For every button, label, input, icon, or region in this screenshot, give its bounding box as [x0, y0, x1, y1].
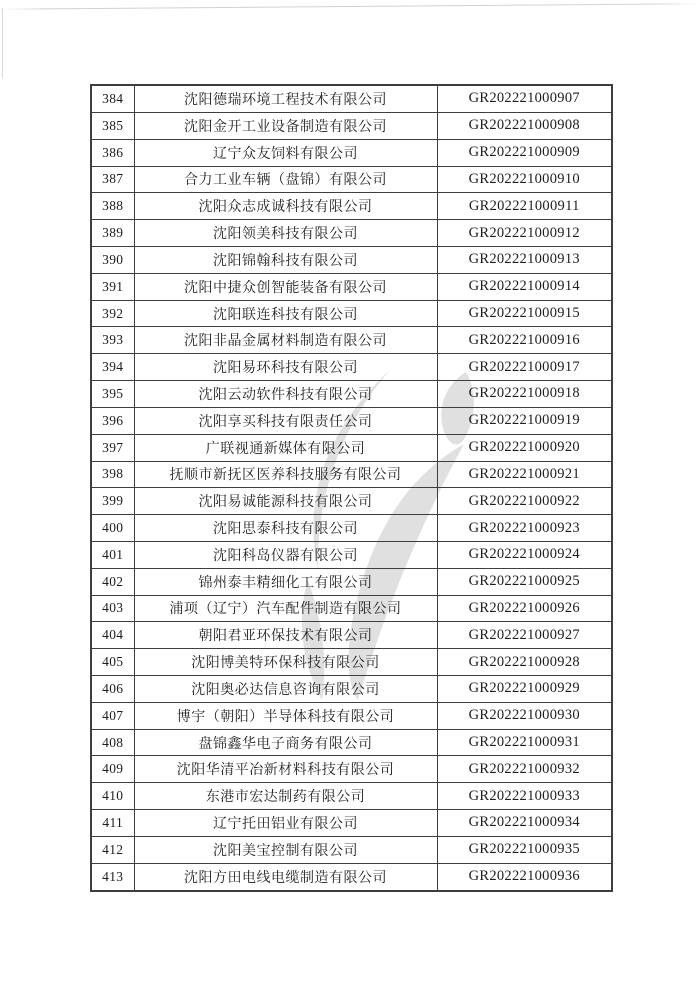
row-number-cell: 390	[91, 247, 134, 274]
company-name-cell: 沈阳非晶金属材料制造有限公司	[134, 327, 437, 354]
table-row	[91, 461, 612, 488]
code-cell: GR202221000924	[437, 541, 612, 568]
table-row	[91, 166, 612, 193]
table-row	[91, 515, 612, 542]
row-number-cell: 394	[91, 354, 134, 381]
table-row	[91, 381, 612, 408]
code-cell: GR202221000908	[437, 112, 612, 139]
code-cell: GR202221000919	[437, 407, 612, 434]
table-row	[91, 676, 612, 703]
code-cell: GR202221000909	[437, 139, 612, 166]
row-number-cell: 384	[91, 85, 134, 112]
code-cell: GR202221000934	[437, 810, 612, 837]
company-name-cell: 沈阳科岛仪器有限公司	[134, 541, 437, 568]
table-row	[91, 193, 612, 220]
company-name-cell: 沈阳思泰科技有限公司	[134, 515, 437, 542]
code-cell: GR202221000929	[437, 676, 612, 703]
table-row	[91, 273, 612, 300]
code-cell: GR202221000933	[437, 783, 612, 810]
row-number-cell: 386	[91, 139, 134, 166]
code-cell: GR202221000912	[437, 220, 612, 247]
company-name-cell: 盘锦鑫华电子商务有限公司	[134, 729, 437, 756]
code-cell: GR202221000932	[437, 756, 612, 783]
row-number-cell: 400	[91, 515, 134, 542]
company-name-cell: 合力工业车辆（盘锦）有限公司	[134, 166, 437, 193]
row-number-cell: 401	[91, 541, 134, 568]
row-number-cell: 411	[91, 810, 134, 837]
row-number-cell: 397	[91, 434, 134, 461]
company-name-cell: 广联视通新媒体有限公司	[134, 434, 437, 461]
row-number-cell: 393	[91, 327, 134, 354]
company-name-cell: 沈阳易环科技有限公司	[134, 354, 437, 381]
row-number-cell: 391	[91, 273, 134, 300]
company-name-cell: 辽宁众友饲料有限公司	[134, 139, 437, 166]
company-name-cell: 锦州泰丰精细化工有限公司	[134, 568, 437, 595]
table-body	[91, 85, 612, 891]
code-cell: GR202221000928	[437, 649, 612, 676]
table-row	[91, 407, 612, 434]
code-cell: GR202221000925	[437, 568, 612, 595]
code-cell: GR202221000921	[437, 461, 612, 488]
code-cell: GR202221000910	[437, 166, 612, 193]
code-cell: GR202221000917	[437, 354, 612, 381]
row-number-cell: 412	[91, 836, 134, 863]
row-number-cell: 405	[91, 649, 134, 676]
row-number-cell: 395	[91, 381, 134, 408]
row-number-cell: 389	[91, 220, 134, 247]
company-name-cell: 东港市宏达制药有限公司	[134, 783, 437, 810]
code-cell: GR202221000935	[437, 836, 612, 863]
table-row	[91, 300, 612, 327]
code-cell: GR202221000923	[437, 515, 612, 542]
code-cell: GR202221000931	[437, 729, 612, 756]
row-number-cell: 399	[91, 488, 134, 515]
row-number-cell: 396	[91, 407, 134, 434]
code-cell: GR202221000911	[437, 193, 612, 220]
company-name-cell: 沈阳奥必达信息咨询有限公司	[134, 676, 437, 703]
row-number-cell: 385	[91, 112, 134, 139]
row-number-cell: 392	[91, 300, 134, 327]
code-cell: GR202221000913	[437, 247, 612, 274]
table-row	[91, 863, 612, 891]
company-name-cell: 沈阳领美科技有限公司	[134, 220, 437, 247]
row-number-cell: 403	[91, 595, 134, 622]
row-number-cell: 404	[91, 622, 134, 649]
table-row	[91, 354, 612, 381]
company-name-cell: 博宇（朝阳）半导体科技有限公司	[134, 702, 437, 729]
code-cell: GR202221000907	[437, 85, 612, 112]
table-row	[91, 327, 612, 354]
table-row	[91, 622, 612, 649]
table-row	[91, 702, 612, 729]
table-row	[91, 756, 612, 783]
company-name-cell: 沈阳德瑞环境工程技术有限公司	[134, 85, 437, 112]
company-name-cell: 沈阳方田电线电缆制造有限公司	[134, 863, 437, 891]
company-name-cell: 沈阳易诚能源科技有限公司	[134, 488, 437, 515]
company-name-cell: 沈阳锦翰科技有限公司	[134, 247, 437, 274]
table-row	[91, 247, 612, 274]
code-cell: GR202221000926	[437, 595, 612, 622]
table-row	[91, 729, 612, 756]
row-number-cell: 407	[91, 702, 134, 729]
code-cell: GR202221000936	[437, 863, 612, 891]
company-name-cell: 朝阳君亚环保技术有限公司	[134, 622, 437, 649]
scan-edge-artifact-top	[0, 3, 700, 9]
table-row	[91, 488, 612, 515]
table-row	[91, 541, 612, 568]
code-cell: GR202221000916	[437, 327, 612, 354]
row-number-cell: 406	[91, 676, 134, 703]
row-number-cell: 413	[91, 863, 134, 891]
row-number-cell: 387	[91, 166, 134, 193]
row-number-cell: 398	[91, 461, 134, 488]
row-number-cell: 408	[91, 729, 134, 756]
company-name-cell: 沈阳华清平冶新材料科技有限公司	[134, 756, 437, 783]
code-cell: GR202221000920	[437, 434, 612, 461]
code-cell: GR202221000918	[437, 381, 612, 408]
row-number-cell: 402	[91, 568, 134, 595]
company-name-cell: 沈阳联连科技有限公司	[134, 300, 437, 327]
company-name-cell: 沈阳美宝控制有限公司	[134, 836, 437, 863]
code-cell: GR202221000922	[437, 488, 612, 515]
code-cell: GR202221000927	[437, 622, 612, 649]
table-row	[91, 139, 612, 166]
company-name-cell: 浦项（辽宁）汽车配件制造有限公司	[134, 595, 437, 622]
company-name-cell: 辽宁托田铝业有限公司	[134, 810, 437, 837]
certification-table	[90, 84, 613, 892]
code-cell: GR202221000914	[437, 273, 612, 300]
table-row	[91, 112, 612, 139]
table-row	[91, 568, 612, 595]
code-cell: GR202221000915	[437, 300, 612, 327]
company-name-cell: 沈阳享买科技有限责任公司	[134, 407, 437, 434]
company-name-cell: 沈阳金开工业设备制造有限公司	[134, 112, 437, 139]
row-number-cell: 388	[91, 193, 134, 220]
table-row	[91, 434, 612, 461]
table-row	[91, 836, 612, 863]
table-row	[91, 783, 612, 810]
table-row	[91, 595, 612, 622]
scan-edge-artifact-left	[2, 8, 3, 78]
company-name-cell: 沈阳博美特环保科技有限公司	[134, 649, 437, 676]
code-cell: GR202221000930	[437, 702, 612, 729]
row-number-cell: 410	[91, 783, 134, 810]
company-name-cell: 沈阳众志成诚科技有限公司	[134, 193, 437, 220]
table-row	[91, 810, 612, 837]
row-number-cell: 409	[91, 756, 134, 783]
company-name-cell: 抚顺市新抚区医养科技服务有限公司	[134, 461, 437, 488]
company-name-cell: 沈阳云动软件科技有限公司	[134, 381, 437, 408]
company-name-cell: 沈阳中捷众创智能装备有限公司	[134, 273, 437, 300]
table-row	[91, 85, 612, 112]
table-row	[91, 649, 612, 676]
table-row	[91, 220, 612, 247]
